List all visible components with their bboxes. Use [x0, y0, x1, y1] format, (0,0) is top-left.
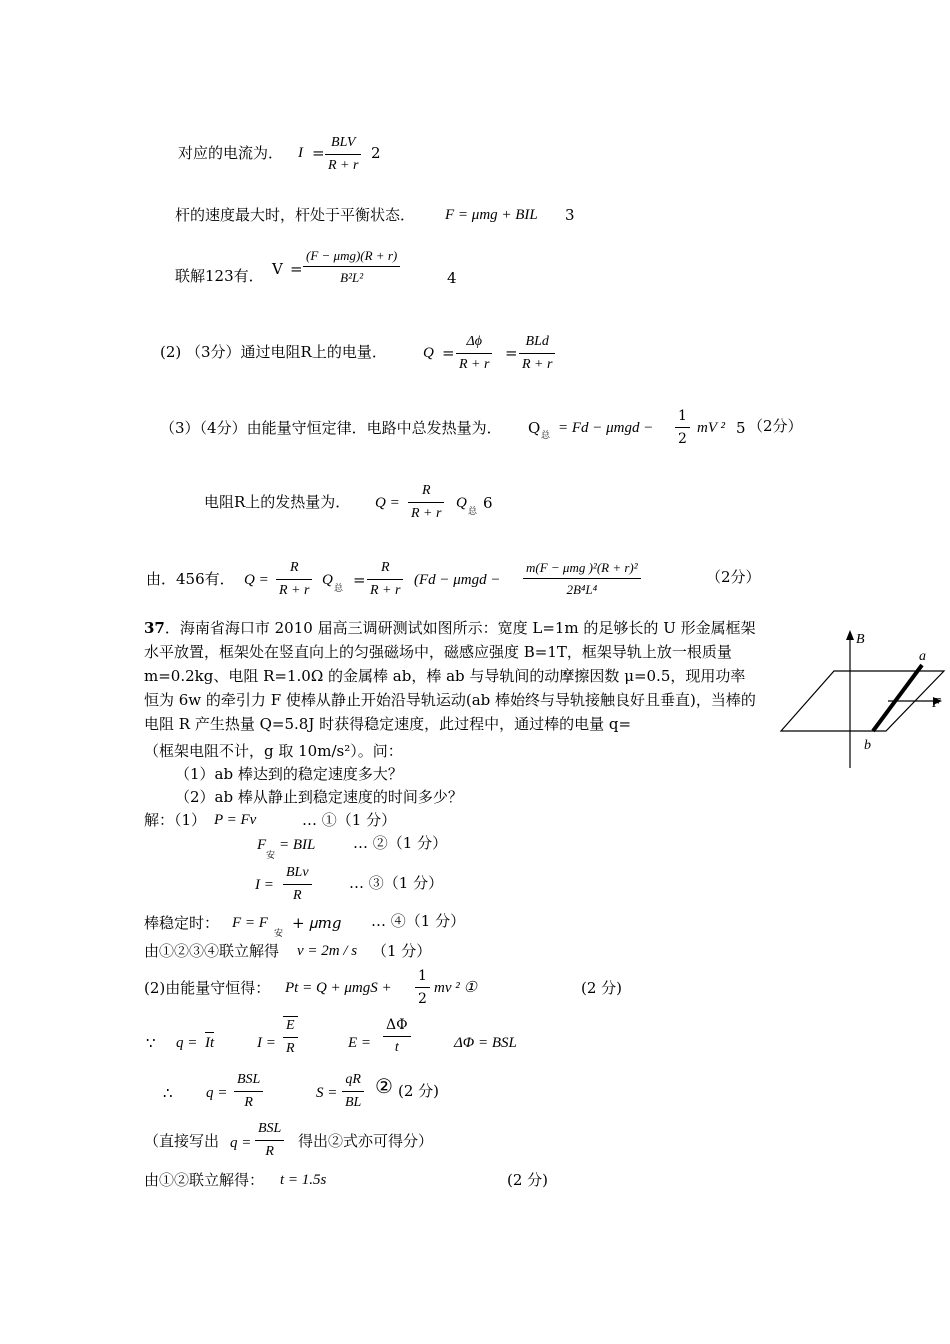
s7-fraction-2 — [367, 561, 403, 598]
sol-l1-label: 解：（1） — [144, 811, 207, 829]
sol-l6-label: (2)由能量守恒得： — [144, 979, 271, 997]
s7-t1: Q — [322, 572, 333, 588]
sol-l5-score: （1 分） — [372, 942, 432, 960]
s4-den2: R + r — [522, 357, 553, 372]
question-1: （1）ab 棒达到的稳定速度多大？ — [175, 765, 403, 783]
s7-score: （2分） — [706, 568, 761, 586]
sol-l8-num2: qR — [345, 1072, 361, 1087]
sol-l7-because: ∵ — [146, 1034, 156, 1052]
sol-l4-label: 棒稳定时： — [144, 914, 220, 932]
sol-l8-num1: BSL — [237, 1072, 261, 1087]
label-b: b — [864, 738, 871, 753]
sol-l9-q: q = — [230, 1135, 252, 1151]
s6-num: R — [421, 483, 431, 498]
sol-l4-sub: 安 — [274, 929, 284, 939]
sol-l10-eq: t = 1.5s — [280, 1172, 327, 1188]
sol-l8-den2: BL — [345, 1095, 362, 1110]
problem-number: 37 — [144, 619, 165, 637]
s5-num: 1 — [678, 408, 687, 424]
problem-statement — [144, 616, 760, 736]
s3-label: 联解123有． — [175, 267, 264, 285]
sol-l10-score: (2 分) — [507, 1171, 549, 1189]
sol-l7-den1: R — [286, 1041, 295, 1056]
sol-l8-score: (2 分) — [398, 1082, 440, 1100]
sol-l8-fraction-2 — [342, 1073, 364, 1110]
s5-den: 2 — [678, 431, 687, 447]
s6-lhs: Q = — [375, 495, 400, 511]
sol-l5-eq: v = 2m / s — [297, 943, 358, 959]
sol-l3-num: BLv — [286, 865, 309, 880]
s3-fraction — [303, 249, 400, 284]
sol-l7-fraction-2 — [383, 1018, 411, 1055]
s7-label: 由．456有． — [146, 570, 235, 588]
sol-l2-sub: 安 — [266, 851, 276, 861]
sol-l7-num2: ΔΦ — [386, 1017, 408, 1033]
s7-fraction-3 — [523, 561, 641, 596]
s4-eq: = — [442, 344, 455, 362]
sol-l7-i: I = — [257, 1035, 276, 1051]
sol-l7-num1: E — [283, 1016, 298, 1033]
sol-l3-fraction — [283, 866, 312, 903]
sol-l6-fraction — [415, 969, 430, 1006]
label-force: F — [932, 696, 941, 711]
s5-sub: 总 — [541, 431, 551, 441]
s7-fraction-1 — [276, 561, 312, 598]
s7-den1: R + r — [279, 583, 310, 598]
s7-lhs: Q = — [244, 572, 269, 588]
s1-label: 对应的电流为． — [178, 144, 284, 162]
s4-num1: Δϕ — [466, 334, 482, 349]
sol-l7-den2: t — [394, 1040, 399, 1055]
sol-l8-fraction-1 — [234, 1073, 263, 1110]
s2-label: 杆的速度最大时，杆处于平衡状态． — [175, 206, 416, 224]
s3-den: B²L² — [340, 270, 364, 285]
sol-l6-score: (2 分) — [581, 979, 623, 997]
s6-tail: Q — [456, 495, 467, 511]
s1-num: BLV — [331, 135, 356, 150]
s5-tag: 5 — [736, 419, 746, 437]
sol-l5-label: 由①②③④联立解得 — [144, 942, 280, 960]
rod-ab — [873, 665, 922, 731]
sol-l3-tag: … ③（1 分） — [349, 874, 444, 892]
s7-den2: R + r — [370, 583, 401, 598]
s4-label: (2) （3分）通过电阻R上的电量． — [160, 343, 387, 361]
s3-eq: = — [290, 260, 303, 278]
sol-l9-num: BSL — [258, 1121, 282, 1136]
s3-tag: 4 — [447, 269, 457, 287]
s1-den: R + r — [328, 158, 359, 173]
s7-mid: (Fd − μmgd − — [414, 572, 501, 588]
problem-note: （框架电阻不计，g 取 10m/s²）。问： — [144, 742, 403, 760]
sol-l7-fraction-1 — [283, 1016, 298, 1056]
s7-den3: 2B⁴L⁴ — [566, 582, 598, 597]
s5-score: （2分） — [748, 417, 803, 435]
b-arrowhead — [846, 630, 854, 640]
question-2: （2）ab 棒从静止到稳定速度的时间多少？ — [175, 788, 463, 806]
sol-l4-tag: … ④（1 分） — [371, 912, 466, 930]
s5-tail: mV ² — [697, 420, 725, 436]
s7-num1: R — [289, 560, 299, 575]
sol-l3-lhs: I = — [255, 877, 274, 893]
s4-lhs: Q — [423, 345, 434, 361]
sol-l10-label: 由①②联立解得： — [144, 1171, 265, 1189]
problem-text: ．海南省海口市 2010 届高三调研测试如图所示：宽度 L=1m 的足够长的 U 形金属框架水平放置，框架处在竖直向上的匀强磁场中，磁感应强度 B=1T，框架导轨上放一根质量 m=0.2kg、电阻 R=1.0Ω 的金属棒 ab，棒 ab 与导轨间的动摩擦因数 μ=0.5，现用功率恒为 6w 的牵引力 F 使棒从静止开始沿导轨运动(ab 棒始终与导轨接触良好且垂直)，当棒的电阻 R 产生热量 Q=5.8J 时获得稳定速度，此过程中，通过棒的电量 q= — [144, 619, 756, 733]
sol-l7-q: q = — [176, 1035, 198, 1051]
s2-tag: 3 — [565, 206, 575, 224]
sol-l2-f: F — [257, 837, 267, 853]
sol-l8-therefore: ∴ — [163, 1084, 173, 1102]
s6-den: R + r — [411, 506, 442, 521]
s4-fraction-2 — [519, 335, 555, 372]
sol-l6-eq: Pt = Q + μmgS + — [285, 980, 392, 996]
s1-tag: 2 — [371, 144, 381, 162]
sol-l1-eq: P = Fv — [214, 812, 257, 828]
s6-sub: 总 — [468, 507, 478, 517]
sol-l8-tag: ② — [375, 1074, 393, 1098]
s3-lhs: V — [272, 260, 283, 278]
s5-lhs: Q — [528, 419, 541, 437]
sol-l9-label: （直接写出 — [144, 1132, 220, 1150]
s1-fraction — [325, 136, 361, 173]
s2-expr: F = μmg + BIL — [445, 207, 538, 223]
s1-lhs: I — [298, 145, 303, 161]
s6-label: 电阻R上的发热量为． — [204, 493, 351, 511]
sol-l4-eq: F = F — [232, 915, 268, 931]
sol-l9-fraction — [255, 1122, 284, 1159]
s4-num2: BLd — [525, 334, 549, 349]
sol-l3-den: R — [293, 888, 302, 903]
s4-fraction-1 — [456, 335, 492, 372]
s7-eq: = — [353, 571, 366, 589]
s5-fraction — [675, 409, 690, 446]
s5-rhs: = Fd − μmgd − — [558, 420, 654, 436]
s7-num2: R — [380, 560, 390, 575]
sol-l1-tag: … ①（1 分） — [302, 811, 397, 829]
s7-num3: m(F − μmg )²(R + r)² — [526, 560, 638, 575]
sol-l6-num: 1 — [418, 968, 427, 984]
sol-l6-den: 2 — [418, 991, 427, 1007]
sol-l9-den: R — [265, 1144, 274, 1159]
sol-l4-rest: + 𝜇𝑚𝑔 — [292, 914, 342, 932]
sol-l7-e: E = — [348, 1035, 372, 1051]
s4-den1: R + r — [459, 357, 490, 372]
s5-label: （3）（4分）由能量守恒定律．电路中总发热量为． — [160, 419, 502, 437]
sol-l7-flux: ΔΦ = BSL — [454, 1035, 517, 1051]
s6-tag: 6 — [483, 494, 493, 512]
sol-l8-q: q = — [206, 1085, 228, 1101]
rail-frame-diagram — [776, 625, 946, 770]
sol-l6-tail: mv ² ① — [434, 980, 477, 996]
sol-l9-tail: 得出②式亦可得分） — [298, 1132, 434, 1150]
sol-l2-eq: = BIL — [279, 837, 316, 853]
sol-l8-s: S = — [316, 1085, 338, 1101]
s1-eq: = — [312, 144, 325, 162]
sol-l7-it: It — [205, 1032, 214, 1051]
s3-num: (F − μmg)(R + r) — [306, 248, 398, 263]
label-b-field: B — [856, 632, 865, 647]
label-a: a — [919, 649, 926, 664]
s6-fraction — [408, 484, 444, 521]
sol-l8-den1: R — [244, 1095, 253, 1110]
s7-sub: 总 — [334, 584, 344, 594]
s4-eq2: = — [505, 344, 518, 362]
sol-l2-tag: … ②（1 分） — [353, 834, 448, 852]
